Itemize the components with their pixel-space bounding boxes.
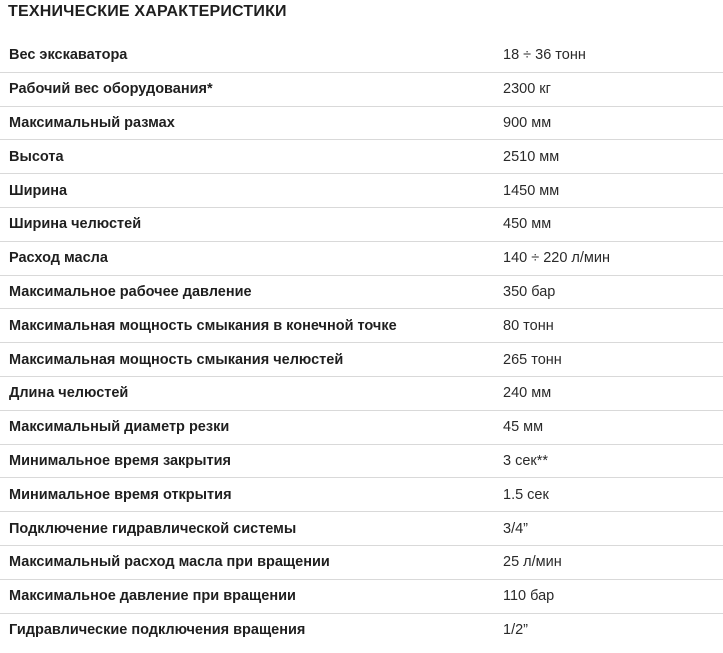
spec-value: 25 л/мин <box>503 554 562 571</box>
table-row <box>0 140 723 174</box>
spec-value: 140 ÷ 220 л/мин <box>503 250 610 267</box>
table-row <box>0 580 723 614</box>
spec-label: Минимальное время закрытия <box>9 452 232 469</box>
table-row <box>0 39 723 73</box>
spec-value: 110 бар <box>503 588 555 605</box>
table-row <box>0 208 723 242</box>
spec-label: Вес экскаватора <box>9 47 128 64</box>
spec-label: Гидравлические подключения вращения <box>9 622 306 639</box>
table-row <box>0 614 723 648</box>
spec-value: 240 мм <box>503 385 552 402</box>
spec-label: Минимальное время открытия <box>9 486 232 503</box>
table-row <box>0 242 723 276</box>
spec-label: Ширина <box>9 182 68 199</box>
table-row <box>0 276 723 310</box>
spec-value: 265 тонн <box>503 351 562 368</box>
table-row <box>0 107 723 141</box>
table-row <box>0 411 723 445</box>
spec-label: Максимальный диаметр резки <box>9 419 230 436</box>
spec-label: Расход масла <box>9 250 108 267</box>
spec-label: Максимальное рабочее давление <box>9 283 252 300</box>
spec-value: 1450 мм <box>503 182 560 199</box>
spec-value: 80 тонн <box>503 317 554 334</box>
spec-value: 450 мм <box>503 216 552 233</box>
spec-value: 1/2” <box>503 622 528 639</box>
spec-label: Высота <box>9 148 64 165</box>
spec-label: Длина челюстей <box>9 385 129 402</box>
spec-value: 2300 кг <box>503 81 551 98</box>
spec-value: 1.5 сек <box>503 486 549 503</box>
spec-label: Ширина челюстей <box>9 216 142 233</box>
spec-table <box>0 39 723 647</box>
table-row <box>0 546 723 580</box>
table-row <box>0 512 723 546</box>
spec-value: 3/4” <box>503 520 528 537</box>
spec-label: Рабочий вес оборудования* <box>9 81 213 98</box>
spec-label: Максимальный расход масла при вращении <box>9 554 330 571</box>
table-row <box>0 377 723 411</box>
table-row <box>0 174 723 208</box>
spec-label: Максимальное давление при вращении <box>9 588 296 605</box>
spec-label: Максимальный размах <box>9 114 175 131</box>
spec-label: Максимальная мощность смыкания челюстей <box>9 351 344 368</box>
table-row <box>0 478 723 512</box>
spec-value: 900 мм <box>503 114 552 131</box>
spec-label: Подключение гидравлической системы <box>9 520 297 537</box>
spec-value: 350 бар <box>503 283 556 300</box>
table-row <box>0 309 723 343</box>
page-title: ТЕХНИЧЕСКИЕ ХАРАКТЕРИСТИКИ <box>8 3 287 20</box>
spec-value: 45 мм <box>503 419 544 436</box>
spec-value: 3 сек** <box>503 452 549 469</box>
spec-label: Максимальная мощность смыкания в конечной точке <box>9 317 397 334</box>
table-row <box>0 343 723 377</box>
spec-value: 18 ÷ 36 тонн <box>503 47 586 64</box>
spec-value: 2510 мм <box>503 148 560 165</box>
table-row <box>0 73 723 107</box>
table-row <box>0 445 723 479</box>
